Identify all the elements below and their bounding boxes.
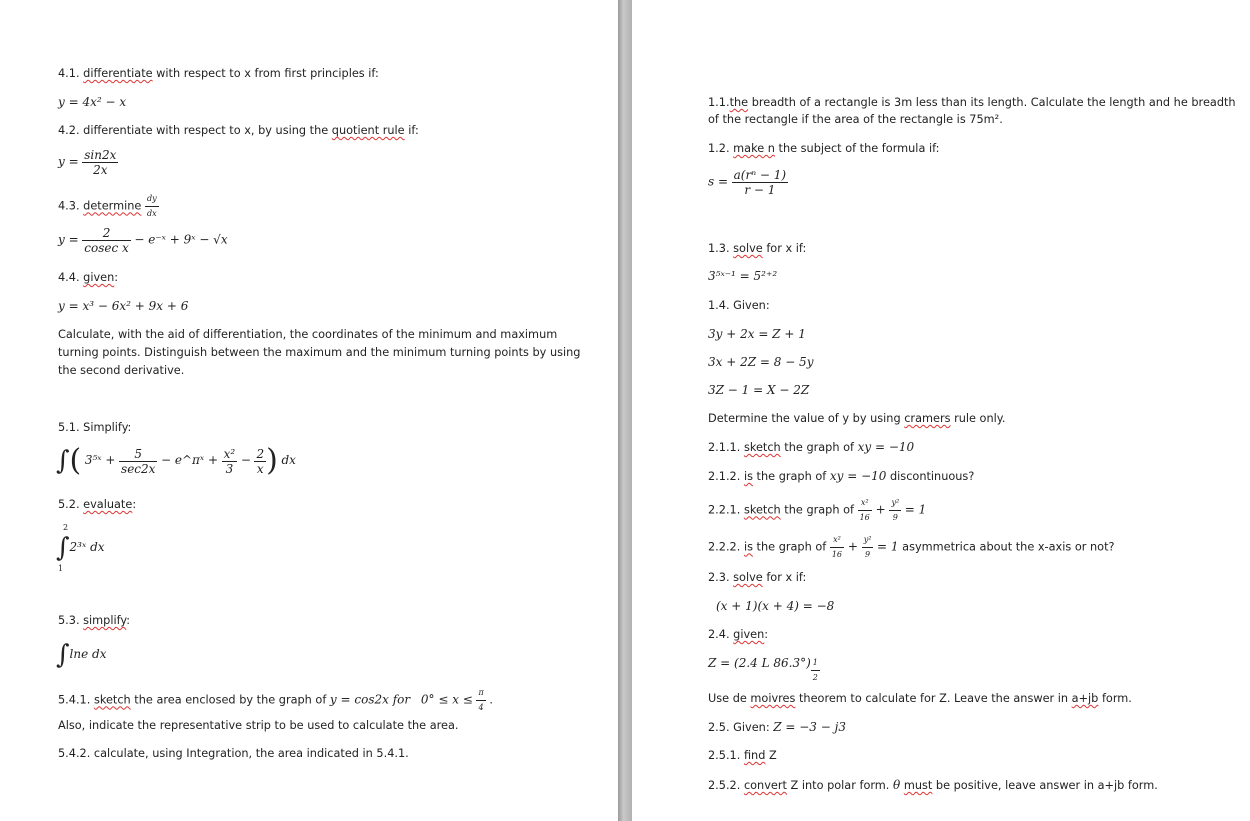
question-5-4-2: 5.4.2. calculate, using Integration, the area indicated in 5.4.1.	[58, 747, 409, 760]
question-4-3: 4.3. determine $\frac{dy}{dx}$	[58, 194, 157, 218]
question-2-1-2: 2.1.2. is the graph of xy = −10 discontinuous?	[708, 469, 975, 483]
integral-upper-limit: 2	[63, 523, 69, 532]
question-4-1: 4.1. differentiate with respect to x from first principles if:	[58, 67, 379, 80]
equation-1-2: s = $\frac{\text{a(rⁿ − 1)}}{r - 1}$	[708, 168, 787, 197]
equation-4-2: y = $\frac{\sin 2x}{2x}$	[58, 148, 117, 177]
right-document-page	[632, 0, 1250, 821]
equation-4-3: y = $\frac{2}{\text{cosec x}}$ − e⁻ˣ + 9ˣ − √x	[58, 226, 228, 255]
question-4-2: 4.2. differentiate with respect to x, by using the quotient rule if:	[58, 124, 419, 137]
question-1-1: 1.1.the breadth of a rectangle is 3m less than its length. Calculate the length and he breadth	[708, 96, 1236, 109]
page-gutter	[618, 0, 632, 821]
equation-4-4: y = x³ − 6x² + 9x + 6	[58, 299, 189, 313]
question-5-3: 5.3. simplify:	[58, 614, 131, 627]
also-instruction: Also, indicate the representative strip to be used to calculate the area.	[58, 719, 459, 732]
question-4-4: 4.4. given:	[58, 271, 119, 284]
question-1-3: 1.3. solve for x if:	[708, 242, 807, 255]
equation-2-3: (x + 1)(x + 4) = −8	[716, 599, 835, 613]
question-2-5-2: 2.5.2. convert Z into polar form. θ must be positive, leave answer in a+jb form.	[708, 778, 1158, 792]
question-2-4: 2.4. given:	[708, 628, 769, 641]
question-2-2-1: 2.2.1. sketch the graph of $\frac{\text{x²}}{16}$ + $\frac{\text{y²}}{9}$ = 1	[708, 498, 927, 522]
equation-5-3: ∫lne dx	[56, 640, 107, 670]
question-2-5-1: 2.5.1. find Z	[708, 749, 777, 762]
paragraph-4-4-line-3: the second derivative.	[58, 364, 185, 377]
paragraph-4-4-line-2: turning points. Distinguish between the maximum and the minimum turning points by using	[58, 346, 581, 359]
integral-lower-limit: 1	[58, 564, 64, 573]
question-5-1: 5.1. Simplify:	[58, 421, 132, 434]
left-document-page	[0, 0, 618, 821]
question-2-5: 2.5. Given: Z = −3 − j3	[708, 720, 846, 734]
use-de-moivre-instruction: Use de moivres theorem to calculate for Z. Leave the answer in a+jb form.	[708, 692, 1132, 705]
equation-5-2: ∫2³ˣ dx	[56, 533, 105, 563]
determine-instruction: Determine the value of y by using cramers rule only.	[708, 412, 1006, 425]
equation-1-4-c: 3Z − 1 = X − 2Z	[708, 383, 810, 397]
paragraph-4-4-line-1: Calculate, with the aid of differentiation, the coordinates of the minimum and maximum	[58, 328, 558, 341]
equation-1-4-a: 3y + 2x = Z + 1	[708, 327, 806, 341]
question-2-3: 2.3. solve for x if:	[708, 571, 807, 584]
equation-2-4: Z = (2.4 L 86.3°) $\frac{1}{2}$	[708, 656, 818, 682]
question-5-2: 5.2. evaluate:	[58, 498, 137, 511]
equation-1-4-b: 3x + 2Z = 8 − 5y	[708, 355, 814, 369]
question-1-2: 1.2. make n the subject of the formula if:	[708, 142, 940, 155]
question-2-2-2: 2.2.2. is the graph of $\frac{\text{x²}}{16}$ + $\frac{\text{y²}}{9}$ = 1 asymmetrica about the x-axis or not?	[708, 535, 1115, 559]
equation-1-3: 3⁵ˣ⁻¹ = 5²⁺²	[708, 269, 778, 283]
question-1-4: 1.4. Given:	[708, 299, 770, 312]
question-1-1-line-2: of the rectangle if the area of the rectangle is 75m².	[708, 113, 1003, 126]
question-5-4-1: 5.4.1. sketch the area enclosed by the graph of y = cos2x for 0° ≤ x ≤ $\frac{\pi}{4}$ .	[58, 688, 493, 712]
question-2-1-1: 2.1.1. sketch the graph of xy = −10	[708, 440, 915, 454]
equation-5-1: ∫( 3⁵ˣ + $\frac{5}{\sec 2x}$ − e^πˣ + $\frac{\text{x²}}{3}$ − $\frac{2}{x}$ ) dx	[56, 443, 296, 478]
equation-4-1: y = 4x² − x	[58, 95, 127, 109]
